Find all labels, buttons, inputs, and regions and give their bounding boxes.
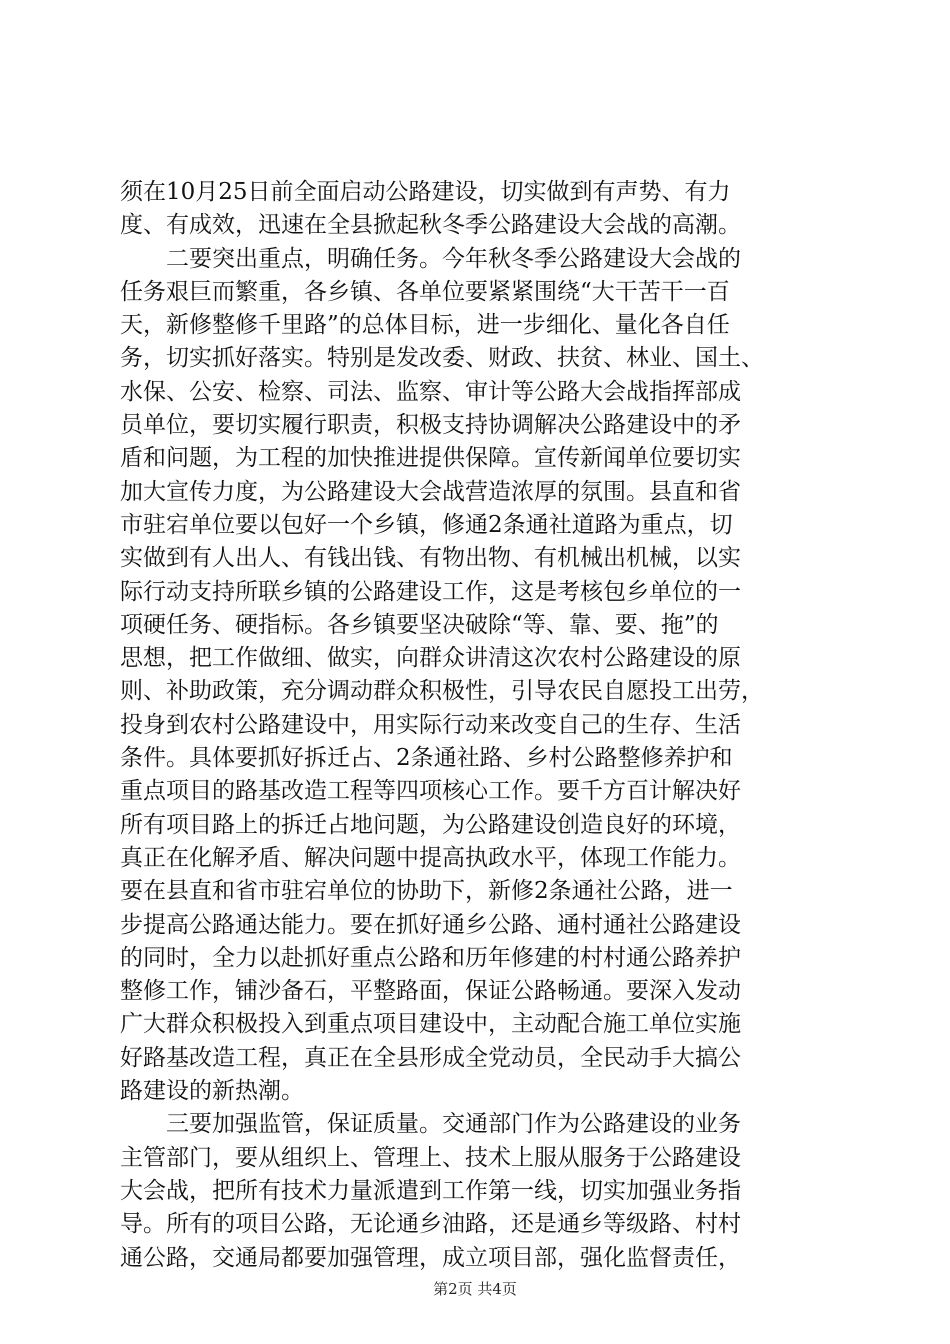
text-line: 主管部门，要从组织上、管理上、技术上服从服务于公路建设 bbox=[120, 1144, 741, 1171]
text-line: 任务艰巨而繁重，各乡镇、各单位要紧紧围绕“大干苦干一百 bbox=[120, 278, 730, 305]
text-line: 须在10月25日前全面启动公路建设，切实做到有声势、有力 bbox=[120, 179, 731, 205]
text-line: 所有项目路上的拆迁占地问题，为公路建设创造良好的环境， bbox=[120, 811, 741, 838]
text-line: 大会战，把所有技术力量派遣到工作第一线，切实加强业务指 bbox=[120, 1177, 741, 1204]
text-line: 好路基改造工程，真正在全县形成全党动员，全民动手大搞公 bbox=[120, 1044, 741, 1071]
text-line: 条件。具体要抓好拆迁占、2条通社路、乡村公路整修养护和 bbox=[120, 745, 733, 772]
text-line: 员单位，要切实履行职责，积极支持协调解决公路建设中的矛 bbox=[120, 412, 741, 439]
text-line: 三要加强监管，保证质量。交通部门作为公路建设的业务 bbox=[120, 1111, 741, 1138]
text-line: 步提高公路通达能力。要在抓好通乡公路、通村通社公路建设 bbox=[120, 911, 741, 938]
text-line: 投身到农村公路建设中，用实际行动来改变自己的生存、生活 bbox=[120, 711, 741, 738]
text-line: 务，切实抓好落实。特别是发改委、财政、扶贫、林业、国土、 bbox=[120, 345, 764, 372]
text-line: 实做到有人出人、有钱出钱、有物出物、有机械出机械，以实 bbox=[120, 545, 741, 572]
text-line: 盾和问题，为工程的加快推进提供保障。宣传新闻单位要切实 bbox=[120, 445, 741, 472]
text-line: 度、有成效，迅速在全县掀起秋冬季公路建设大会战的高潮。 bbox=[120, 212, 741, 239]
text-line: 真正在化解矛盾、解决问题中提高执政水平，体现工作能力。 bbox=[120, 844, 741, 871]
text-line: 二要突出重点，明确任务。今年秋冬季公路建设大会战的 bbox=[120, 245, 741, 272]
text-line: 通公路，交通局都要加强管理，成立项目部，强化监督责任， bbox=[120, 1244, 741, 1271]
page-footer: 第2页 共4页 bbox=[433, 1280, 517, 1298]
text-line: 思想，把工作做细、做实，向群众讲清这次农村公路建设的原 bbox=[120, 645, 741, 672]
text-line: 整修工作，铺沙备石，平整路面，保证公路畅通。要深入发动 bbox=[120, 978, 741, 1005]
text-line: 加大宣传力度，为公路建设大会战营造浓厚的氛围。县直和省 bbox=[120, 478, 741, 505]
text-line: 导。所有的项目公路，无论通乡油路，还是通乡等级路、村村 bbox=[120, 1211, 741, 1238]
text-line: 项硬任务、硬指标。各乡镇要坚决破除“等、靠、要、拖”的 bbox=[120, 611, 719, 638]
text-line: 则、补助政策，充分调动群众积极性，引导农民自愿投工出劳， bbox=[120, 678, 764, 705]
text-line: 际行动支持所联乡镇的公路建设工作，这是考核包乡单位的一 bbox=[120, 578, 741, 605]
text-line: 天，新修整修千里路”的总体目标，进一步细化、量化各自任 bbox=[120, 312, 730, 339]
body-text bbox=[120, 176, 840, 1275]
text-line: 水保、公安、检察、司法、监察、审计等公路大会战指挥部成 bbox=[120, 378, 741, 405]
text-line: 市驻宕单位要以包好一个乡镇，修通2条通社道路为重点，切 bbox=[120, 511, 733, 538]
text-line: 重点项目的路基改造工程等四项核心工作。要千方百计解决好 bbox=[120, 778, 741, 805]
text-line: 广大群众积极投入到重点项目建设中，主动配合施工单位实施 bbox=[120, 1011, 741, 1038]
text-line: 路建设的新热潮。 bbox=[120, 1078, 304, 1105]
text-line: 要在县直和省市驻宕单位的协助下，新修2条通社公路，进一 bbox=[120, 878, 733, 905]
text-line: 的同时，全力以赴抓好重点公路和历年修建的村村通公路养护 bbox=[120, 944, 741, 971]
